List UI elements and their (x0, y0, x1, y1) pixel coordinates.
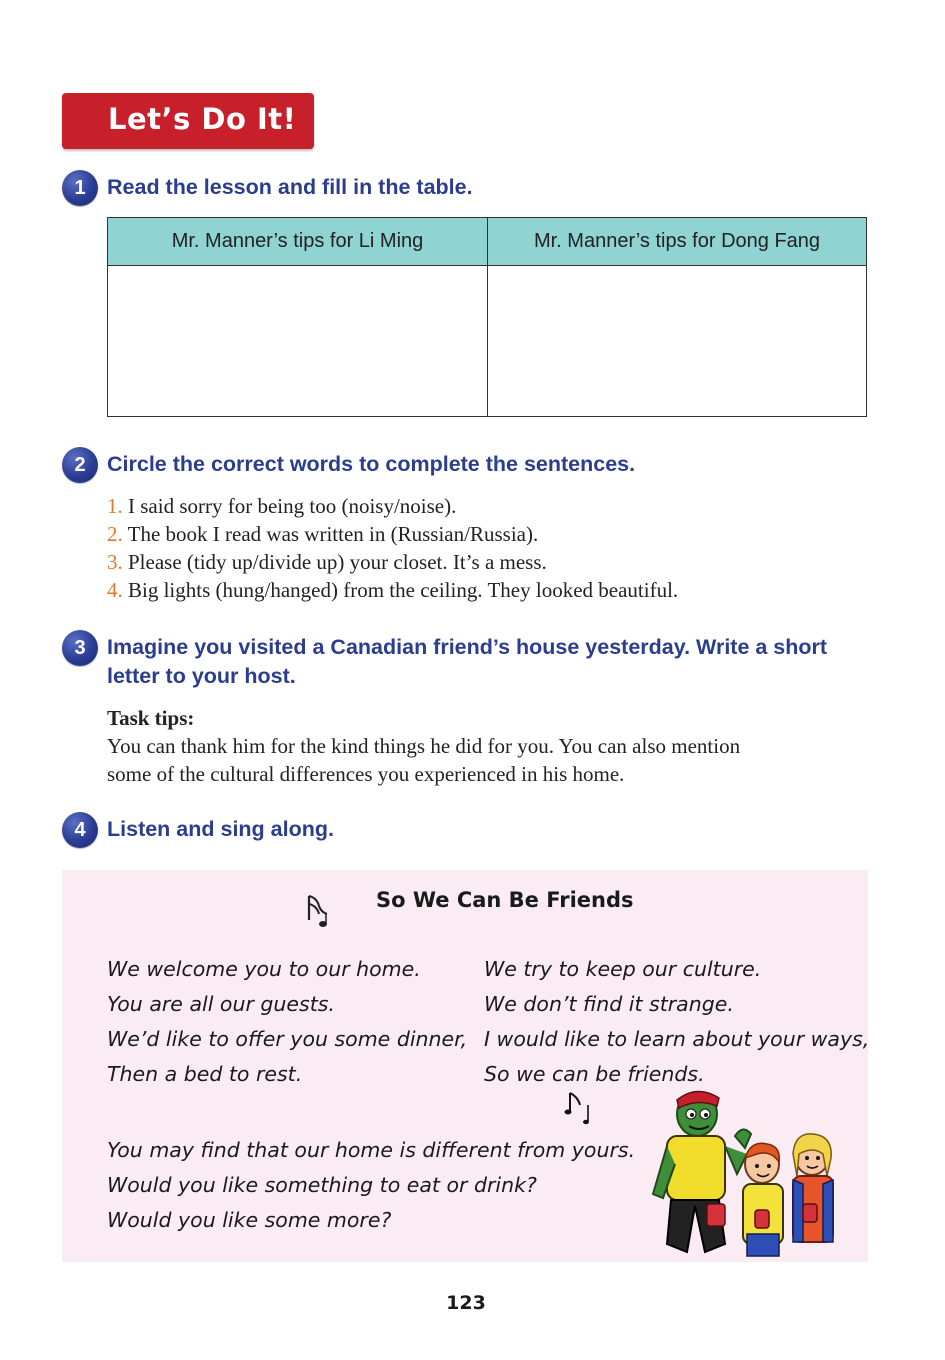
section-instruction: Listen and sing along. (107, 817, 334, 841)
sentence-text: I said sorry for being too (noisy/noise). (128, 494, 457, 518)
section-instruction: Imagine you visited a Canadian friend’s house yesterday. Write a short letter to your host. (107, 635, 828, 688)
sentence-number: 2. (107, 522, 123, 546)
section-1-heading (62, 170, 473, 206)
lyric-line: We don’t find it strange. (484, 992, 734, 1016)
lyric-line: We try to keep our culture. (484, 957, 762, 981)
section-2-heading (62, 447, 635, 483)
sentence-item (107, 576, 678, 604)
table-header-dong-fang: Mr. Manner’s tips for Dong Fang (488, 218, 866, 266)
lyrics-verse-3 (107, 1133, 635, 1238)
lyric-line: You are all our guests. (107, 992, 335, 1016)
table-cell-li-ming[interactable] (108, 266, 488, 416)
task-tips-title: Task tips: (107, 706, 195, 730)
sentence-number: 3. (107, 550, 123, 574)
sentence-text: Big lights (hung/hanged) from the ceiling. They looked beautiful. (128, 578, 679, 602)
lyric-line: I would like to learn about your ways, (484, 1027, 870, 1051)
section-3-heading (62, 630, 852, 691)
lyric-line: Would you like something to eat or drink? (107, 1173, 537, 1197)
lyric-line: Would you like some more? (107, 1208, 392, 1232)
section-instruction: Read the lesson and fill in the table. (107, 175, 473, 199)
lyric-line: You may find that our home is different from yours. (107, 1138, 636, 1162)
page-number: 123 (446, 1292, 486, 1314)
banner-title: Let’s Do It! (108, 102, 297, 136)
lyric-line: We welcome you to our home. (107, 957, 421, 981)
song-box (62, 870, 868, 1262)
sentence-item (107, 520, 678, 548)
lets-do-it-banner (62, 93, 314, 149)
section-instruction: Circle the correct words to complete the sentences. (107, 452, 636, 476)
sentence-item (107, 548, 678, 576)
task-tips-line: You can thank him for the kind things he did for you. You can also mention (107, 734, 741, 758)
section-number-badge: 4 (62, 812, 98, 848)
children-illustration (647, 1084, 847, 1262)
sentence-text: The book I read was written in (Russian/Russia). (127, 522, 539, 546)
lyrics-verse-2 (484, 952, 869, 1092)
sentence-list (107, 492, 678, 604)
song-title: So We Can Be Friends (376, 888, 634, 912)
table-cell-dong-fang[interactable] (488, 266, 866, 416)
table-header-li-ming: Mr. Manner’s tips for Li Ming (108, 218, 488, 266)
sentence-item (107, 492, 678, 520)
sentence-number: 1. (107, 494, 123, 518)
lyrics-verse-1 (107, 952, 467, 1092)
eighth-note-icon (562, 1087, 594, 1127)
lyric-line: We’d like to offer you some dinner, (107, 1027, 468, 1051)
section-number-badge: 2 (62, 447, 98, 483)
lyric-line: Then a bed to rest. (107, 1062, 303, 1086)
section-4-heading (62, 812, 334, 848)
task-tips (107, 704, 847, 788)
tips-table (107, 217, 867, 417)
sentence-text: Please (tidy up/divide up) your closet. It’s a mess. (128, 550, 547, 574)
task-tips-line: some of the cultural differences you experienced in his home. (107, 762, 625, 786)
section-number-badge: 3 (62, 630, 98, 666)
lyric-line: So we can be friends. (484, 1062, 705, 1086)
music-note-icon (305, 892, 331, 932)
sentence-number: 4. (107, 578, 123, 602)
section-number-badge: 1 (62, 170, 98, 206)
